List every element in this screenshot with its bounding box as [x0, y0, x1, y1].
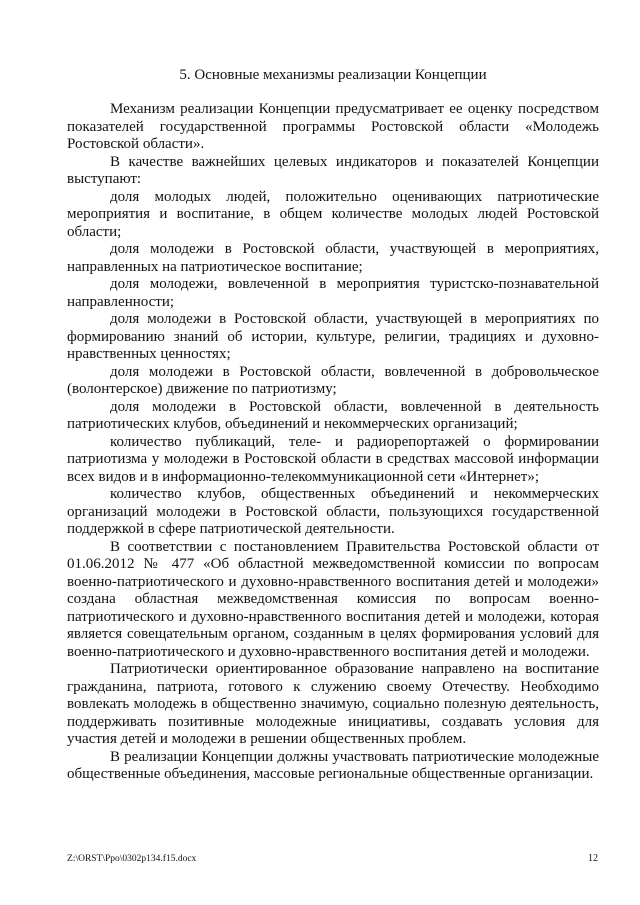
footer-file-path: Z:\ORST\Ppo\0302p134.f15.docx — [67, 854, 197, 864]
indicator-item: количество публикаций, теле- и радиорепортажей о формировании патриотизма у молодежи в Ростовской области в средствах массовой информации всех видов и в информационно-телекоммуникационной сети «Интернет»; — [67, 433, 599, 485]
paragraph-indicators-intro: В качестве важнейших целевых индикаторов и показателей Концепции выступают: — [67, 153, 599, 187]
indicator-item: доля молодежи, вовлеченной в мероприятия туристско-познавательной направленности; — [67, 276, 599, 310]
paragraph-education: Патриотически ориентированное образование направлено на воспитание гражданина, патриота, готового к служению своему Отечеству. Необходимо вовлекать молодежь в общественно значимую, социально полезную деятельность, поддерживать позитивные молодежные инициативы, создавать условия для участия детей и молодежи в решении общественных проблем. — [67, 661, 599, 747]
indicator-item: количество клубов, общественных объединений и некоммерческих организаций молодежи в Ростовской области, пользующихся государственной поддержкой в сфере патриотической деятельности. — [67, 486, 599, 537]
indicator-item: доля молодых людей, положительно оценивающих патриотические мероприятия и воспитание, в общем количестве молодых людей Ростовской области; — [67, 188, 599, 240]
section-heading: 5. Основные механизмы реализации Концепции — [179, 67, 487, 83]
paragraph-commission: В соответствии с постановлением Правительства Ростовской области от 01.06.2012 № 477 «Об областной межведомственной комиссии по вопросам военно-патриотического и духовно-нравственного воспитания детей и молодежи» создана областная межведомственная комиссия по вопросам военно-патриотического и духовно-нравственного воспитания детей и молодежи, которая является совещательным органом, созданным в целях формирования условий для военно-патриотического и духовно-нравственного воспитания детей и молодежи. — [67, 538, 599, 660]
paragraph-mechanism: Механизм реализации Концепции предусматривает ее оценку посредством показателей государственной программы Ростовской области «Молодежь Ростовской области». — [67, 101, 599, 152]
indicator-item: доля молодежи в Ростовской области, участвующей в мероприятиях по формированию знаний об истории, культуре, религии, традициях и духовно-нравственных ценностях; — [67, 311, 599, 362]
indicator-item: доля молодежи в Ростовской области, вовлеченной в деятельность патриотических клубов, объединений и некоммерческих организаций; — [67, 398, 599, 432]
document-body — [67, 101, 599, 784]
paragraph-participants: В реализации Концепции должны участвовать патриотические молодежные общественные объединения, массовые региональные общественные организации. — [67, 748, 599, 782]
indicator-item: доля молодежи в Ростовской области, участвующей в мероприятиях, направленных на патриотическое воспитание; — [67, 241, 599, 275]
page-number: 12 — [588, 853, 598, 864]
indicator-item: доля молодежи в Ростовской области, вовлеченной в добровольческое (волонтерское) движение по патриотизму; — [67, 363, 599, 397]
